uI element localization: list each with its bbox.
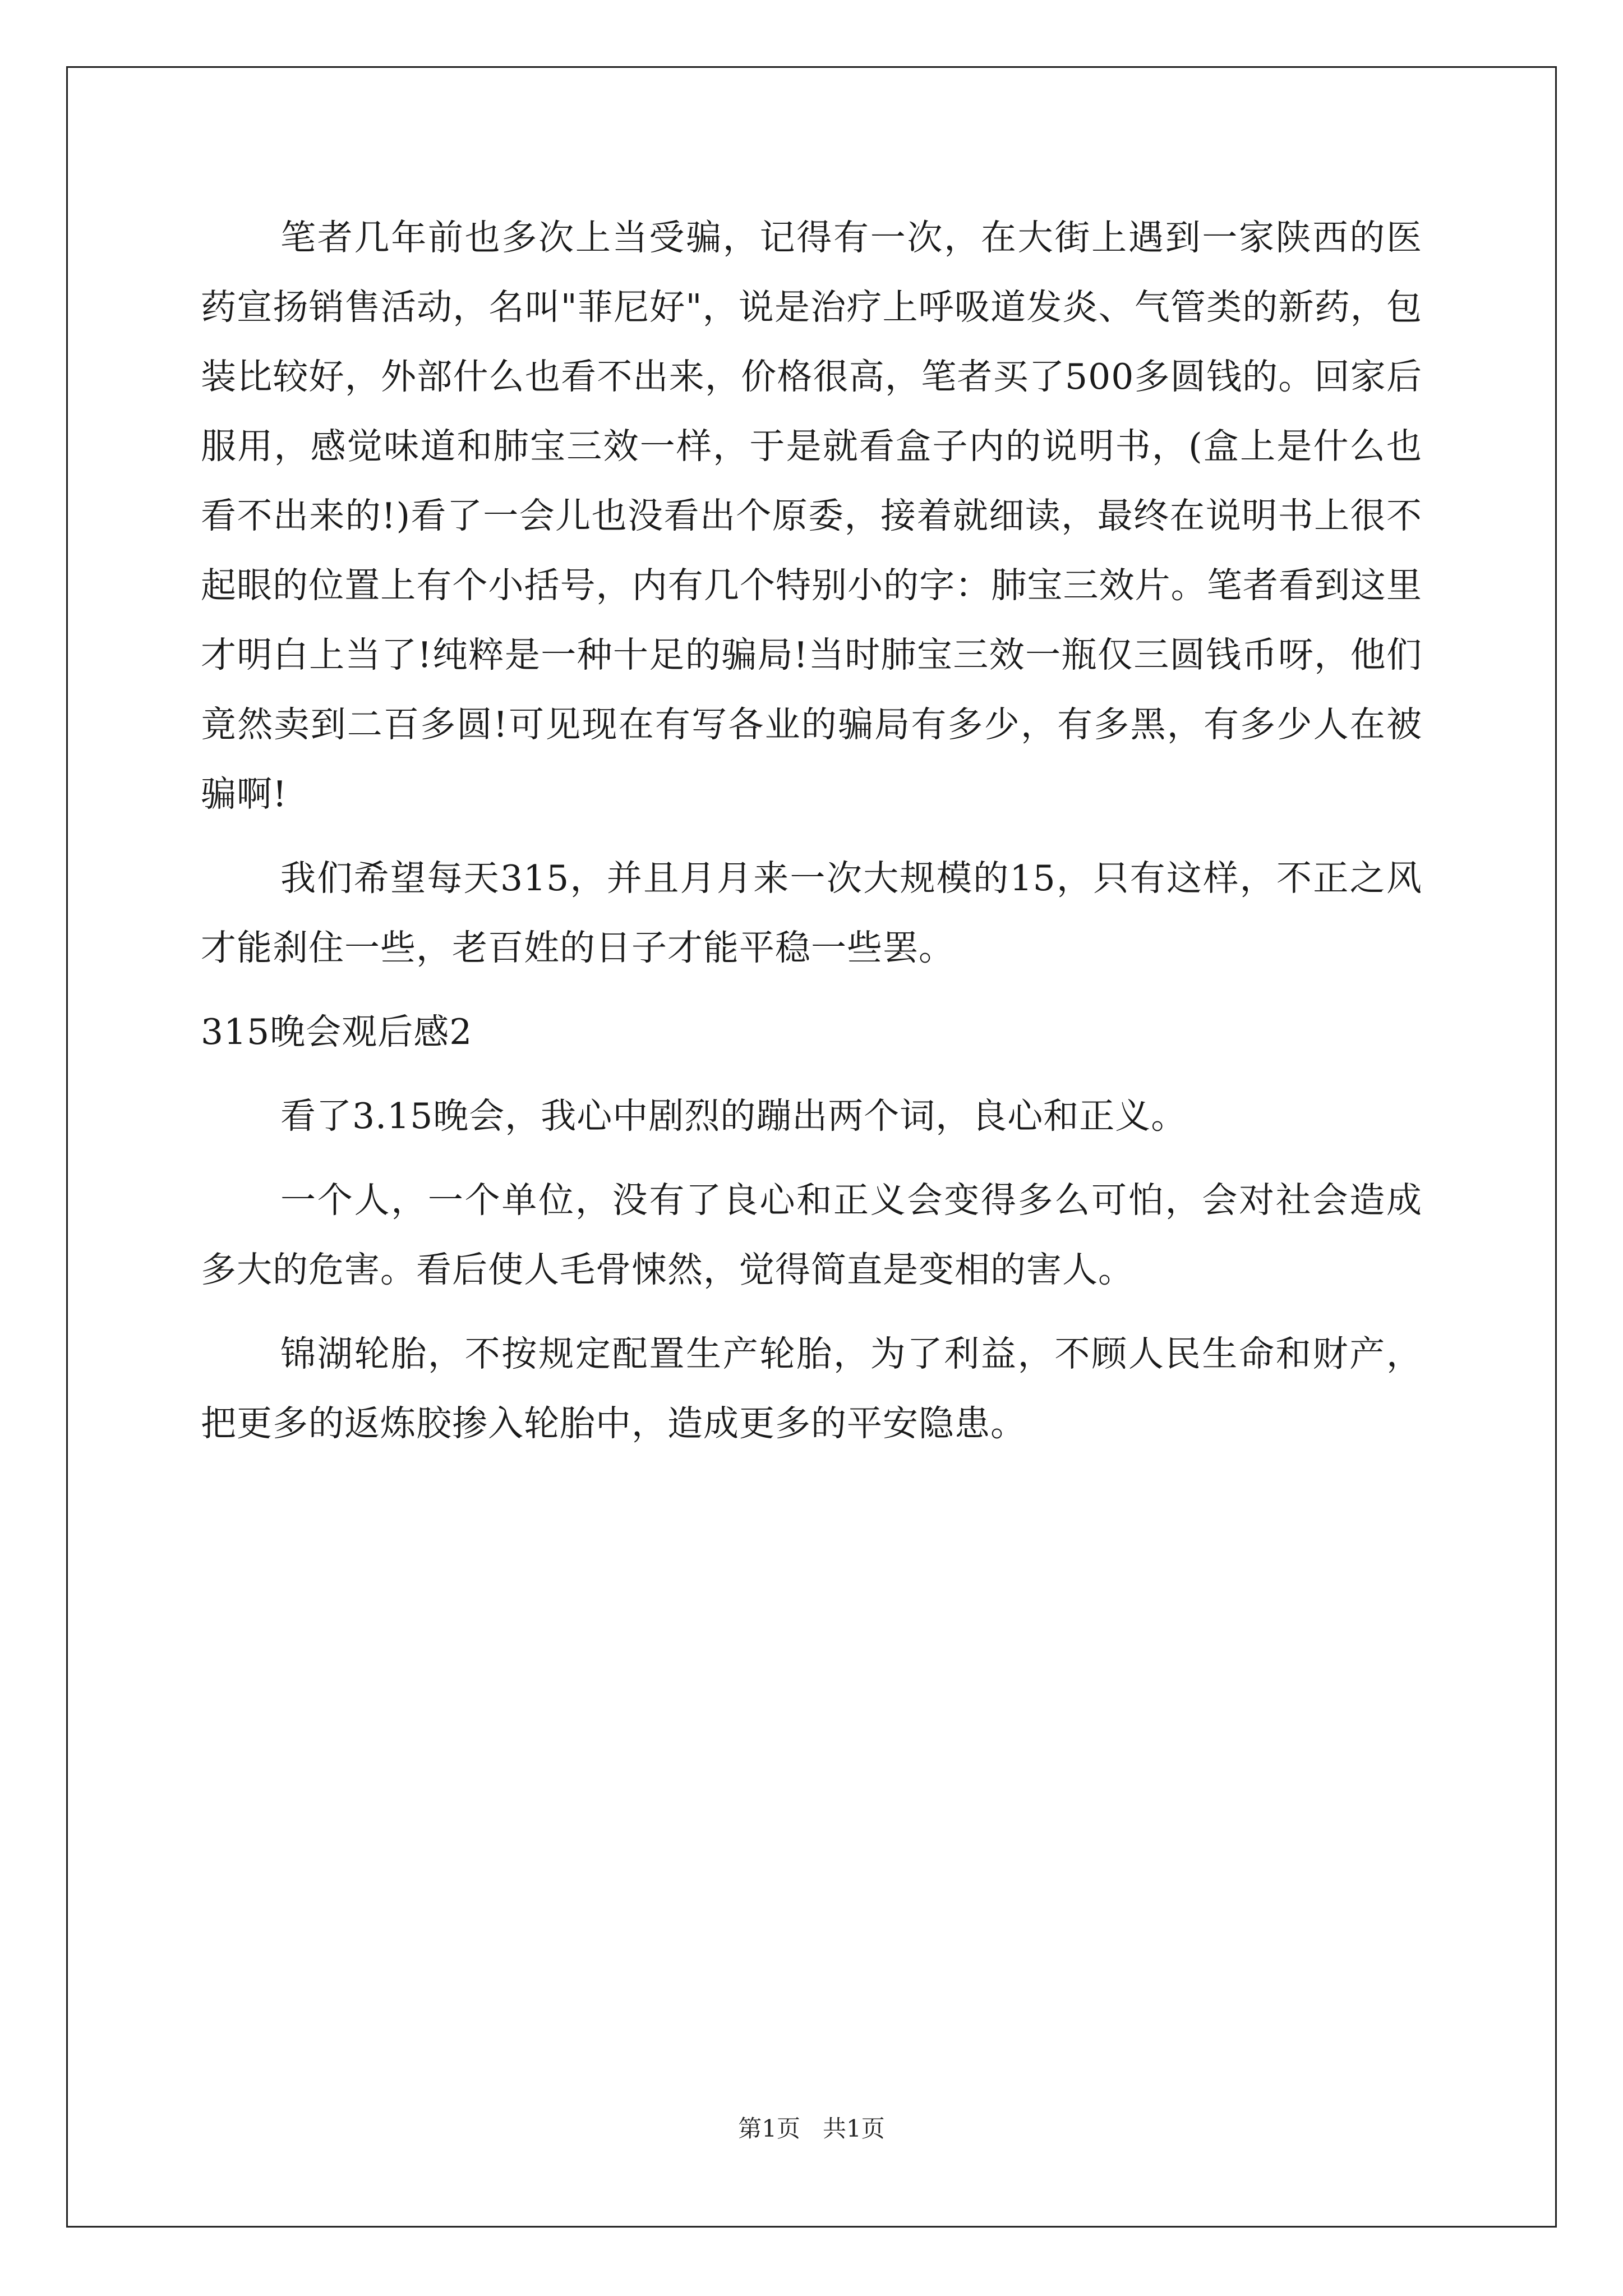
paragraph-2: 我们希望每天315，并且月月来一次大规模的15，只有这样，不正之风才能刹住一些，老百姓的日子才能平稳一些罢。 xyxy=(201,858,1422,968)
page-number-total: 共1页 xyxy=(823,2115,885,2142)
page-number-current: 第1页 xyxy=(738,2115,800,2142)
section-heading: 315晚会观后感2 xyxy=(201,1011,473,1052)
page-footer xyxy=(0,2115,1623,2143)
paragraph-4: 一个人，一个单位，没有了良心和正义会变得多么可怕，会对社会造成多大的危害。看后使人毛骨悚然，觉得简直是变相的害人。 xyxy=(201,1180,1422,1290)
document-body xyxy=(201,203,1422,1473)
paragraph-1: 笔者几年前也多次上当受骗，记得有一次，在大街上遇到一家陕西的医药宣扬销售活动，名叫"菲尼好"，说是治疗上呼吸道发炎、气管类的新药，包装比较好，外部什么也看不出来，价格很高，笔者买了500多圆钱的。回家后服用，感觉味道和肺宝三效一样，于是就看盒子内的说明书，(盒上是什么也看不出来的!)看了一会儿也没看出个原委，接着就细读，最终在说明书上很不起眼的位置上有个小括号，内有几个特别小的字：肺宝三效片。笔者看到这里才明白上当了!纯粹是一种十足的骗局!当时肺宝三效一瓶仅三圆钱币呀，他们竟然卖到二百多圆!可见现在有写各业的骗局有多少，有多黑，有多少人在被骗啊! xyxy=(201,217,1422,815)
paragraph-5: 锦湖轮胎，不按规定配置生产轮胎，为了利益，不顾人民生命和财产，把更多的返炼胶掺入轮胎中，造成更多的平安隐患。 xyxy=(201,1333,1422,1444)
paragraph-3: 看了3.15晚会，我心中剧烈的蹦出两个词，良心和正义。 xyxy=(280,1096,1187,1137)
